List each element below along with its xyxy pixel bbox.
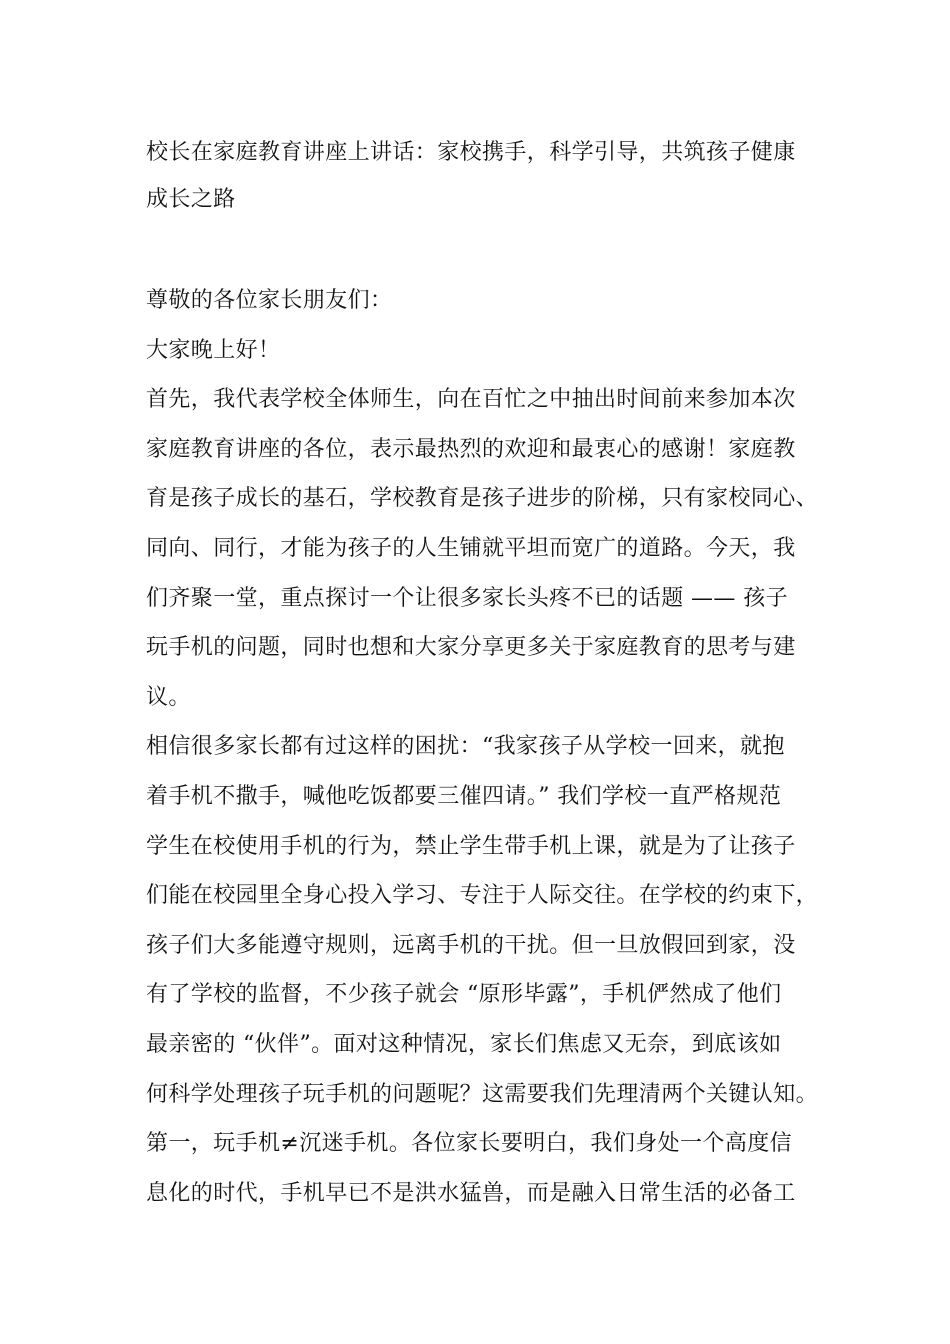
body-line: 学生在校使用手机的行为，禁止学生带手机上课，就是为了让孩子 — [146, 833, 796, 859]
title-line: 成长之路 — [146, 187, 236, 212]
salutation: 尊敬的各位家长朋友们： — [146, 288, 393, 313]
body-line: 玩手机的问题，同时也想和大家分享更多关于家庭教育的思考与建 — [146, 635, 796, 661]
body-line: 孩子们大多能遵守规则，远离手机的干扰。但一旦放假回到家，没 — [146, 932, 796, 958]
body-line: 有了学校的监督，不少孩子就会 “原形毕露”，手机俨然成了他们 — [146, 982, 782, 1008]
body-line: 们能在校园里全身心投入学习、专注于人际交往。在学校的约束下， — [146, 883, 819, 909]
body-line: 相信很多家长都有过这样的困扰：“我家孩子从学校一回来，就抱 — [146, 734, 785, 760]
greeting: 大家晚上好！ — [146, 337, 281, 363]
document-title — [146, 129, 826, 223]
body-line: 何科学处理孩子玩手机的问题呢？这需要我们先理清两个关键认知。 — [146, 1081, 819, 1107]
body-line: 家庭教育讲座的各位，表示最热烈的欢迎和最衷心的感谢！家庭教 — [146, 436, 796, 462]
body-line: 们齐聚一堂，重点探讨一个让很多家长头疼不已的话题 —— 孩子 — [146, 585, 788, 611]
body-line: 议。 — [146, 684, 191, 710]
body-line: 第一，玩手机≠沉迷手机。各位家长要明白，我们身处一个高度信 — [146, 1131, 793, 1157]
body-line: 同向、同行，才能为孩子的人生铺就平坦而宽广的道路。今天，我 — [146, 535, 796, 561]
body-line: 最亲密的 “伙伴”。面对这种情况，家长们焦虑又无奈，到底该如 — [146, 1031, 782, 1057]
body-line: 息化的时代，手机早已不是洪水猛兽，而是融入日常生活的必备工 — [146, 1180, 796, 1206]
document-body — [146, 276, 826, 1218]
body-line: 首先，我代表学校全体师生，向在百忙之中抽出时间前来参加本次 — [146, 387, 796, 413]
title-line: 校长在家庭教育讲座上讲话：家校携手，科学引导，共筑孩子健康 — [146, 140, 796, 165]
body-line: 着手机不撒手，喊他吃饭都要三催四请。” 我们学校一直严格规范 — [146, 783, 782, 809]
body-line: 育是孩子成长的基石，学校教育是孩子进步的阶梯，只有家校同心、 — [146, 486, 819, 512]
